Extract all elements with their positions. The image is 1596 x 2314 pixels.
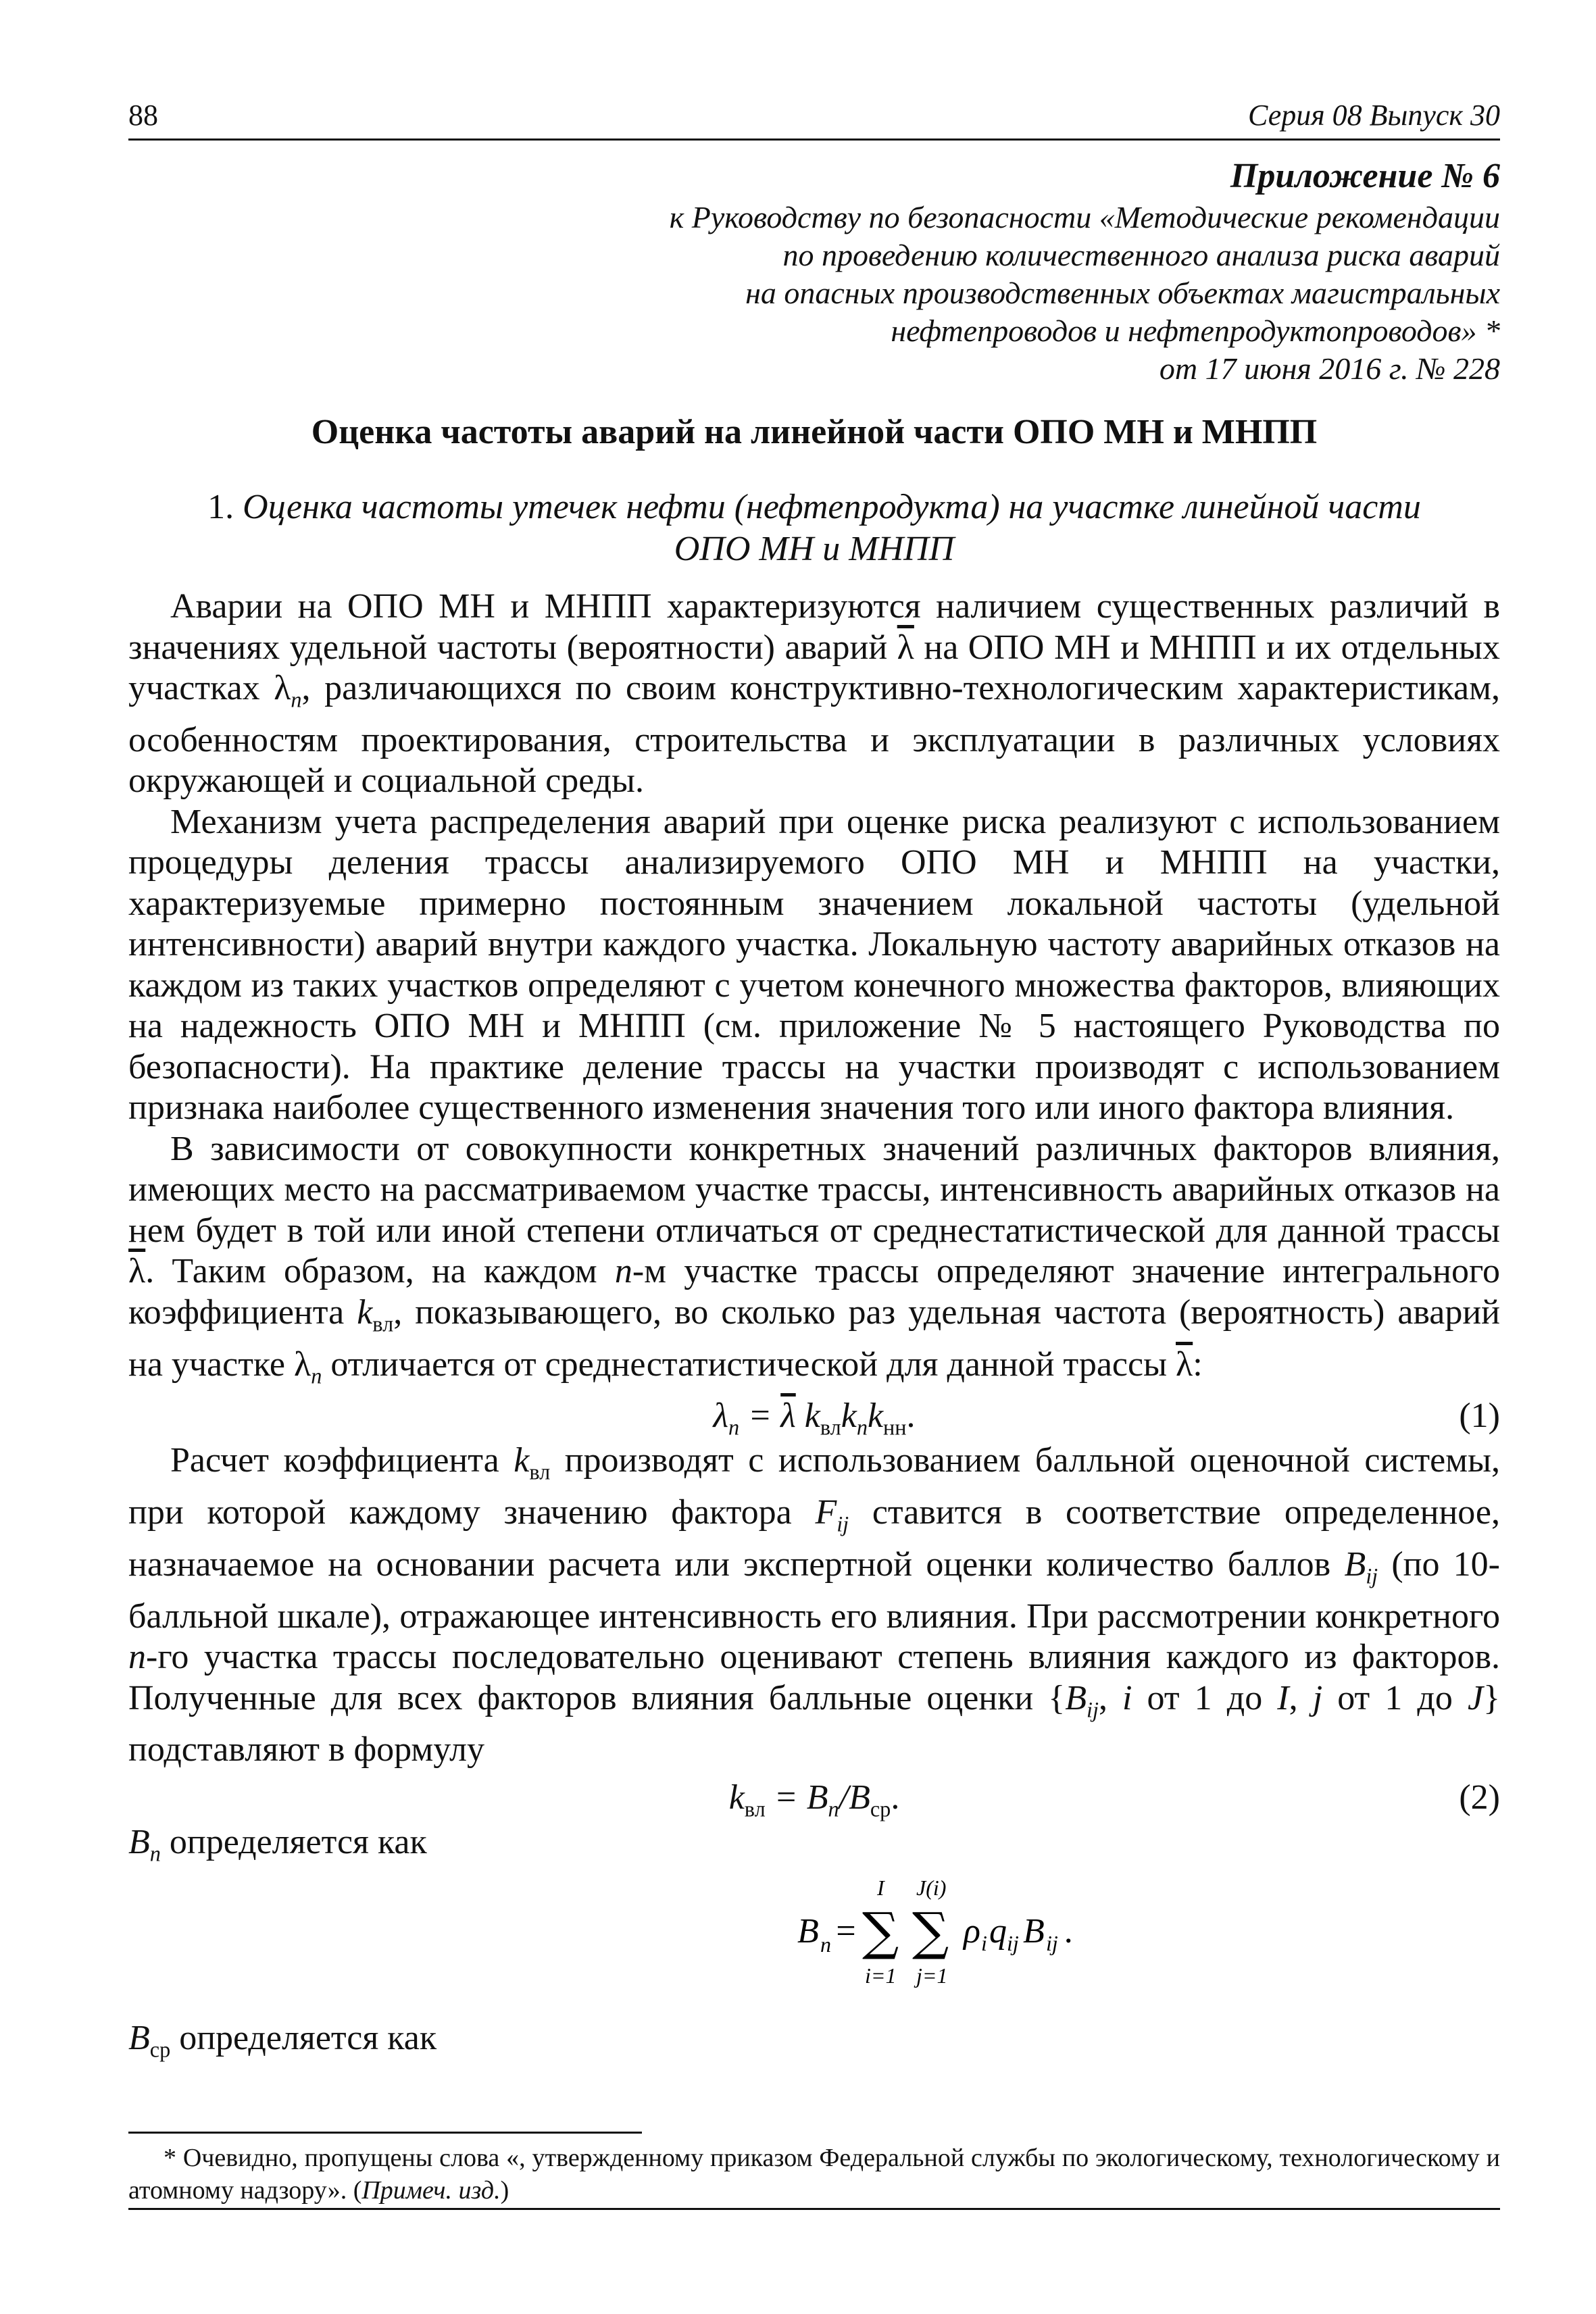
lambda-bar-symbol: $\overline{\lambda}$ xyxy=(128,1252,146,1291)
equals-sign: = xyxy=(834,1911,858,1951)
appendix-line: по проведению количественного анализа риска аварий xyxy=(782,238,1500,272)
variable: I xyxy=(1277,1678,1289,1717)
variable: k xyxy=(728,1778,745,1817)
subscript: n xyxy=(311,1363,322,1388)
period: . xyxy=(891,1778,900,1817)
text-run: на ОПО МН и МНПП и их отдельных участках xyxy=(128,628,1500,707)
text-run: Аварии на ОПО МН и МНПП характеризуются наличием существенных различий в значениях удельной частоты (вероятности) аварий xyxy=(128,587,1500,667)
variable: B xyxy=(1065,1678,1087,1717)
page-number: 88 xyxy=(128,99,158,132)
equals-sign: = xyxy=(765,1778,807,1817)
lambda-symbol: λ xyxy=(274,669,291,707)
variable: j xyxy=(1312,1678,1323,1717)
rho-symbol: ρ xyxy=(964,1911,980,1951)
sum-symbol: ∑ xyxy=(862,1901,899,1961)
subscript: ij xyxy=(1007,1930,1019,1955)
formula-3-expression xyxy=(797,1869,1095,1998)
paragraph-4 xyxy=(128,1440,1500,1771)
footnote-divider xyxy=(128,2132,642,2134)
sum-symbol: ∑ xyxy=(912,1901,949,1961)
appendix-line: от 17 июня 2016 г. № 228 xyxy=(1159,351,1500,386)
subscript: вл xyxy=(744,1796,766,1821)
text-run: -го участка трассы последовательно оценивают степень влияния каждого из факторов. Полученные для всех факторов влияния балльные оценки { xyxy=(128,1638,1500,1717)
text-run: , различающихся по своим конструктивно-технологическим характеристикам, особенностям проектирования, строительства и эксплуатации в различных условиях окружающей и социальной среды. xyxy=(128,669,1501,801)
body-text xyxy=(128,586,1500,2065)
variable: k xyxy=(841,1397,857,1436)
section-title-line-2: ОПО МН и МНПП xyxy=(674,530,955,568)
lambda-bar-symbol: $\overline{\lambda}$ xyxy=(1176,1344,1193,1384)
subscript: n xyxy=(856,1415,868,1440)
formula-3 xyxy=(128,1869,1500,1998)
subscript: вл xyxy=(372,1311,394,1336)
document-title: Оценка частоты аварий на линейной части ОПО МН и МНПП xyxy=(311,413,1318,451)
definition-bsr xyxy=(128,2018,1500,2065)
formula-1 xyxy=(128,1396,1500,1440)
subscript: n xyxy=(828,1796,839,1821)
formula-1-number: (1) xyxy=(1459,1397,1500,1436)
subscript: i xyxy=(981,1930,987,1955)
lambda-symbol: λ xyxy=(713,1397,728,1436)
lambda-symbol: λ xyxy=(294,1344,311,1384)
subscript: нн xyxy=(883,1415,907,1440)
lambda-bar-symbol: $\overline{\lambda}$ xyxy=(780,1397,796,1436)
subscript: ij xyxy=(837,1511,849,1536)
text-run: от 1 до xyxy=(1322,1678,1468,1717)
lambda-bar-symbol: $\overline{\lambda}$ xyxy=(897,628,914,667)
formula-3-lhs: B xyxy=(797,1911,819,1951)
variable: n xyxy=(128,1638,146,1677)
text-run: от 1 до xyxy=(1132,1678,1278,1717)
text-run: , xyxy=(1098,1678,1123,1717)
formula-3-lhs-subscript: n xyxy=(820,1932,831,1957)
subscript: ij xyxy=(1046,1930,1058,1955)
text-run: (по 10-балльной шкале), отражающее интенсивность его влияния. При рассмотрении конкретного xyxy=(128,1544,1501,1636)
appendix-line: на опасных производственных объектах магистральных xyxy=(745,276,1500,310)
text-run: отличается от среднестатистической для данной трассы xyxy=(322,1344,1176,1384)
series-label: Серия 08 Выпуск 30 xyxy=(1248,99,1500,132)
section-number: 1. xyxy=(207,488,234,526)
period: . xyxy=(1065,1911,1074,1951)
appendix-line: к Руководству по безопасности «Методические рекомендации xyxy=(669,200,1500,234)
variable: i xyxy=(1122,1678,1132,1717)
subscript: n xyxy=(149,1841,161,1866)
variable: k xyxy=(357,1292,373,1332)
variable: k xyxy=(867,1397,884,1436)
sum-lower-limit: i=1 xyxy=(865,1963,897,1988)
bottom-divider xyxy=(128,2208,1500,2210)
variable: k xyxy=(804,1397,820,1436)
section-title-line-1: Оценка частоты утечек нефти (нефтепродукта) на участке линейной части xyxy=(243,488,1421,526)
page-header xyxy=(128,98,1500,141)
variable: F xyxy=(815,1493,837,1532)
subscript: n xyxy=(728,1415,740,1440)
text-run: } подставляют в формулу xyxy=(128,1678,1501,1769)
footnote-end: ) xyxy=(500,2176,509,2205)
subscript: ср xyxy=(870,1796,891,1821)
text-run: , показывающего, во сколько раз удельная частота (вероятность) аварий на участке xyxy=(128,1292,1501,1384)
sum-upper-limit: I xyxy=(877,1875,884,1900)
paragraph-3 xyxy=(128,1129,1500,1397)
variable: k xyxy=(514,1441,530,1480)
variable: J xyxy=(1467,1678,1484,1717)
text-run: , xyxy=(1289,1678,1313,1717)
text-run: В зависимости от совокупности конкретных значений различных факторов влияния, имеющих место на рассматриваемом участке трассы, интенсивность аварийных отказов на нем будет в той или иной степени отличаться от среднестатистической для данной трассы xyxy=(128,1129,1500,1250)
footnote xyxy=(128,2142,1500,2207)
text-run: Расчет коэффициента xyxy=(170,1441,514,1480)
slash: / xyxy=(839,1778,849,1817)
sum-upper-limit: J(i) xyxy=(916,1875,947,1900)
variable: B xyxy=(128,1822,150,1861)
subscript: вл xyxy=(820,1415,841,1440)
footnote-text: * Очевидно, пропущены слова «, утвержденному приказом Федеральной службы по экологическому, технологическому и атомному надзору». ( xyxy=(128,2144,1500,2205)
paragraph-1 xyxy=(128,586,1500,802)
subscript: ij xyxy=(1366,1563,1378,1588)
formula-2-number: (2) xyxy=(1459,1778,1500,1817)
text-run: ставится в соответствие определенное, назначаемое на основании расчета или экспертной оценки количество баллов xyxy=(128,1493,1500,1584)
subscript: n xyxy=(291,687,302,712)
sum-lower-limit: j=1 xyxy=(916,1963,948,1988)
variable: n xyxy=(614,1252,632,1291)
variable: B xyxy=(128,2018,150,2057)
formula-2 xyxy=(128,1778,1500,1822)
appendix-title: Приложение № 6 xyxy=(1230,157,1500,195)
variable: B xyxy=(1344,1544,1366,1584)
equals-sign: = xyxy=(739,1397,781,1436)
text-run: определяется как xyxy=(170,2018,437,2057)
subscript: ср xyxy=(149,2037,171,2062)
subscript: ij xyxy=(1087,1696,1099,1721)
footnote-note: Примеч. изд. xyxy=(361,2176,501,2205)
period: . xyxy=(906,1397,916,1436)
appendix-block xyxy=(284,154,1500,388)
variable: B xyxy=(1023,1911,1045,1951)
text-run: производят с использованием балльной оценочной системы, при которой каждому значению фактора xyxy=(128,1441,1501,1532)
text-run: определяется как xyxy=(160,1822,427,1861)
variable: B xyxy=(849,1778,870,1817)
text-run: : xyxy=(1193,1344,1203,1384)
paragraph-2: Механизм учета распределения аварий при оценке риска реализуют с использованием процедуры деления трассы анализируемого ОПО МН и МНПП на участки, характеризуемые примерно постоянным значением локальной частоты (удельной интенсивности) аварий внутри каждого участка. Локальную частоту аварийных отказов на каждом из таких участков определяют с учетом конечного множества факторов, влияющих на надежность ОПО МН и МНПП (см. приложение № 5 настоящего Руководства по безопасности). На практике деление трассы на участки производят с использованием признака наиболее существенного изменения значения того или иного фактора влияния. xyxy=(128,802,1500,1128)
variable: q xyxy=(989,1911,1007,1951)
formula-2-expression xyxy=(128,1778,1500,1830)
formula-1-expression xyxy=(128,1396,1500,1448)
text-run: . Таким образом, на каждом xyxy=(145,1252,615,1291)
text-run: -м участке трассы определяют значение интегрального коэффициента xyxy=(128,1252,1500,1332)
subscript: вл xyxy=(529,1459,551,1484)
section-title xyxy=(128,486,1500,570)
variable: B xyxy=(806,1778,828,1817)
appendix-line: нефтепроводов и нефтепродуктопроводов» * xyxy=(891,313,1500,348)
